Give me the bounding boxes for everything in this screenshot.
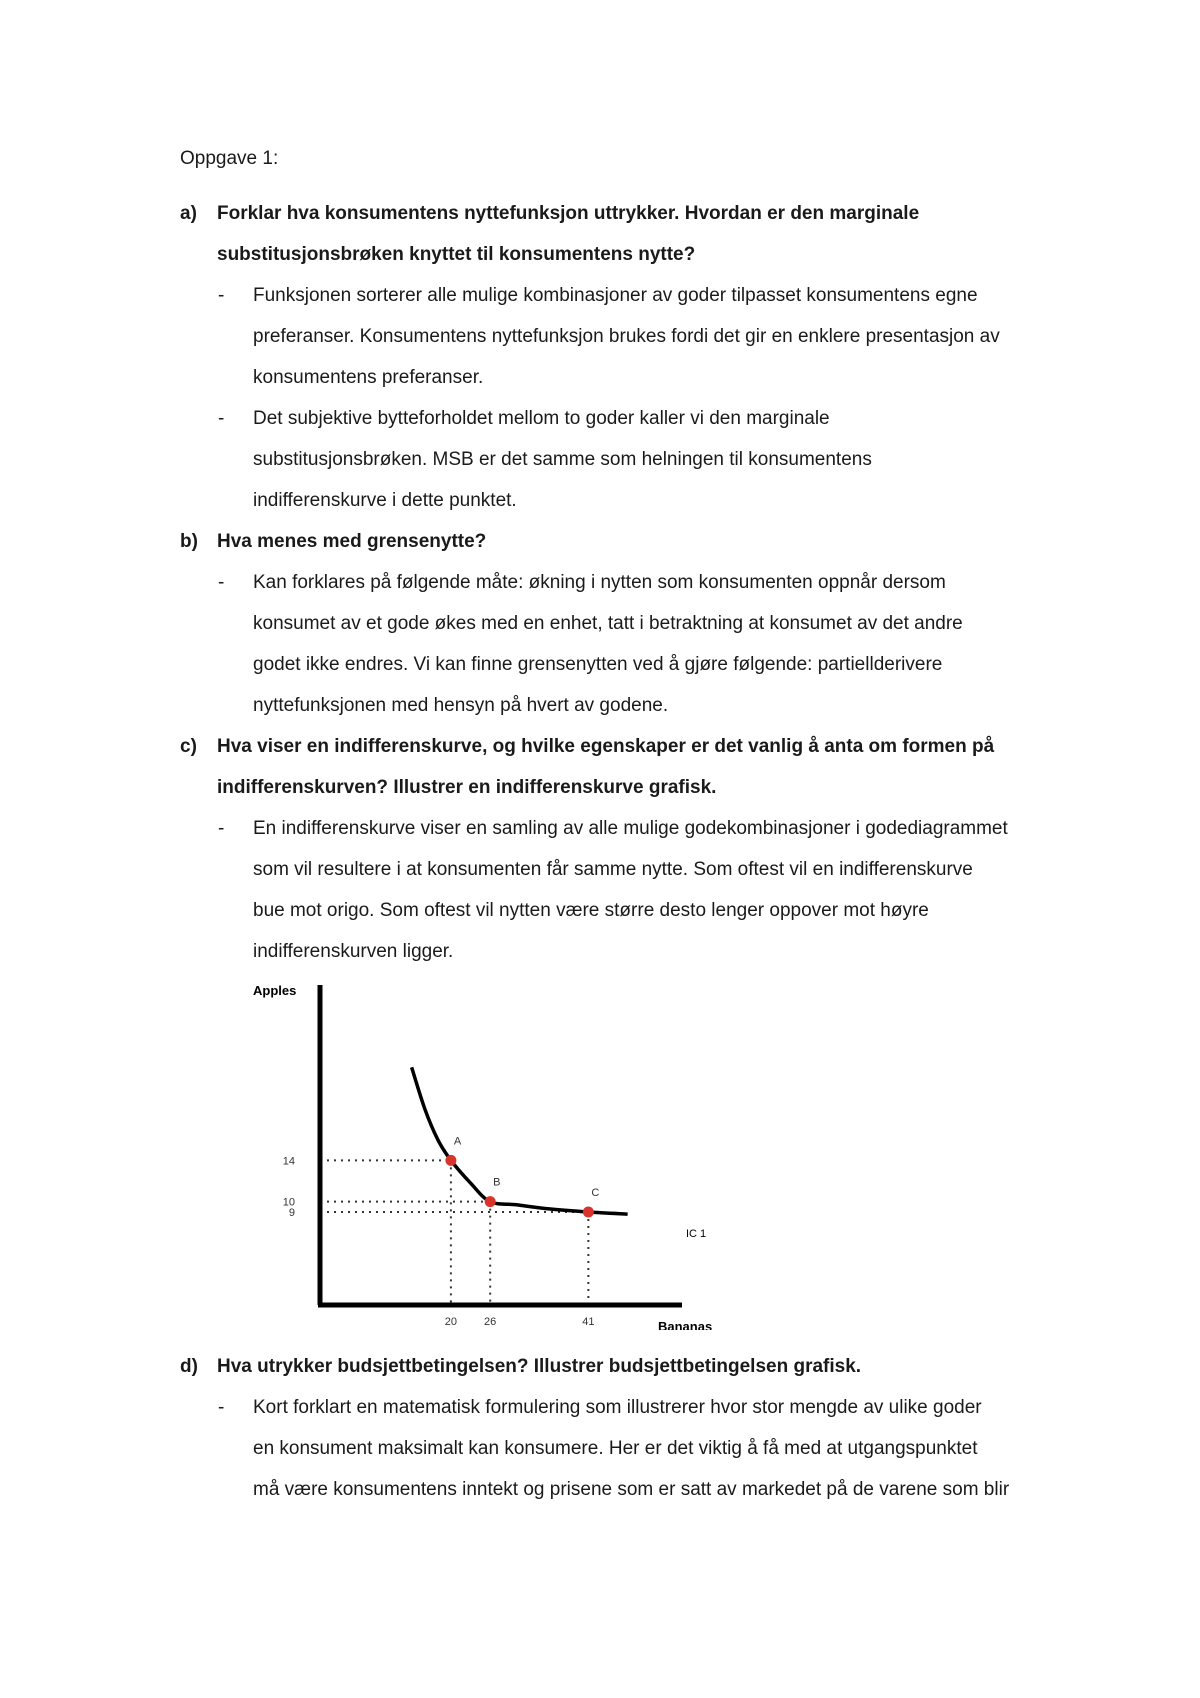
x-tick-label: 26 [484, 1316, 497, 1328]
point-B [485, 1196, 496, 1207]
y-tick-label: 9 [288, 1207, 295, 1219]
point-label-C: C [591, 1187, 600, 1199]
question-c-line-2: indifferenskurven? Illustrer en indifferenskurve grafisk. [217, 777, 717, 798]
chart-ticks [283, 1155, 595, 1328]
x-tick-label: 41 [582, 1316, 595, 1328]
x-tick-label: 20 [444, 1316, 458, 1328]
answer-c1-line-2: som vil resultere i at konsumenten får samme nytte. Som oftest vil en indifferenskurve [253, 859, 973, 880]
question-a-label: a) [180, 203, 197, 224]
answer-b1-line-1: Kan forklares på følgende måte: økning i nytten som konsumenten oppnår dersom [253, 572, 946, 593]
chart-guides [320, 1160, 588, 1305]
curve-label: IC 1 [686, 1228, 707, 1240]
answer-d1-line-2: en konsument maksimalt kan konsumere. Her er det viktig å få med at utgangspunktet [253, 1438, 978, 1459]
answer-b1-line-4: nyttefunksjonen med hensyn på hvert av godene. [253, 695, 669, 716]
indifference-curve-chart [240, 975, 740, 1330]
answer-a1-line-2: preferanser. Konsumentens nyttefunksjon brukes fordi det gir en enklere presentasjon av [253, 326, 1000, 347]
point-C [583, 1207, 594, 1218]
answer-a1-line-3: konsumentens preferanser. [253, 367, 484, 388]
answer-c1-line-3: bue mot origo. Som oftest vil nytten være større desto lenger oppover mot høyre [253, 900, 929, 921]
bullet-dash: - [218, 818, 225, 839]
question-d-label: d) [180, 1356, 198, 1377]
answer-a2-line-2: substitusjonsbrøken. MSB er det samme som helningen til konsumentens [253, 449, 872, 470]
answer-b1-line-3: godet ikke endres. Vi kan finne grensenytten ved å gjøre følgende: partiellderivere [253, 654, 943, 675]
bullet-dash: - [218, 572, 225, 593]
y-tick-label: 10 [282, 1196, 295, 1209]
question-d-line-1: Hva utrykker budsjettbetingelsen? Illustrer budsjettbetingelsen grafisk. [217, 1356, 862, 1377]
answer-a2-line-1: Det subjektive bytteforholdet mellom to goder kaller vi den marginale [253, 408, 830, 429]
point-label-B: B [493, 1176, 501, 1189]
question-a-line-1: Forklar hva konsumentens nyttefunksjon uttrykker. Hvordan er den marginale [217, 203, 920, 224]
y-tick-label: 14 [282, 1155, 295, 1168]
answer-a1-line-1: Funksjonen sorterer alle mulige kombinasjoner av goder tilpasset konsumentens egne [253, 285, 978, 306]
answer-c1-line-1: En indifferenskurve viser en samling av alle mulige godekombinasjoner i godediagrammet [253, 818, 1008, 839]
bullet-dash: - [218, 285, 225, 306]
answer-b1-line-2: konsumet av et gode økes med en enhet, tatt i betraktning at konsumet av det andre [253, 613, 963, 634]
answer-c1-line-4: indifferenskurven ligger. [253, 941, 454, 962]
question-c-label: c) [180, 736, 197, 757]
bullet-dash: - [218, 1397, 225, 1418]
y-axis-label: Apples [253, 983, 297, 998]
answer-d1-line-1: Kort forklart en matematisk formulering som illustrerer hvor stor mengde av ulike goder [253, 1397, 982, 1418]
question-c-line-1: Hva viser en indifferenskurve, og hvilke egenskaper er det vanlig å anta om formen på [217, 736, 995, 757]
x-axis-label: Bananas [658, 1319, 713, 1330]
point-A [445, 1155, 456, 1166]
answer-a2-line-3: indifferenskurve i dette punktet. [253, 490, 517, 511]
answer-d1-line-3: må være konsumentens inntekt og prisene som er satt av markedet på de varene som blir [253, 1479, 1010, 1500]
point-label-A: A [453, 1135, 462, 1148]
question-a-line-2: substitusjonsbrøken knyttet til konsumentens nytte? [217, 244, 696, 265]
question-b-label: b) [180, 531, 198, 552]
bullet-dash: - [218, 408, 225, 429]
page-heading: Oppgave 1: [180, 148, 279, 169]
question-b-line-1: Hva menes med grensenytte? [217, 531, 487, 552]
